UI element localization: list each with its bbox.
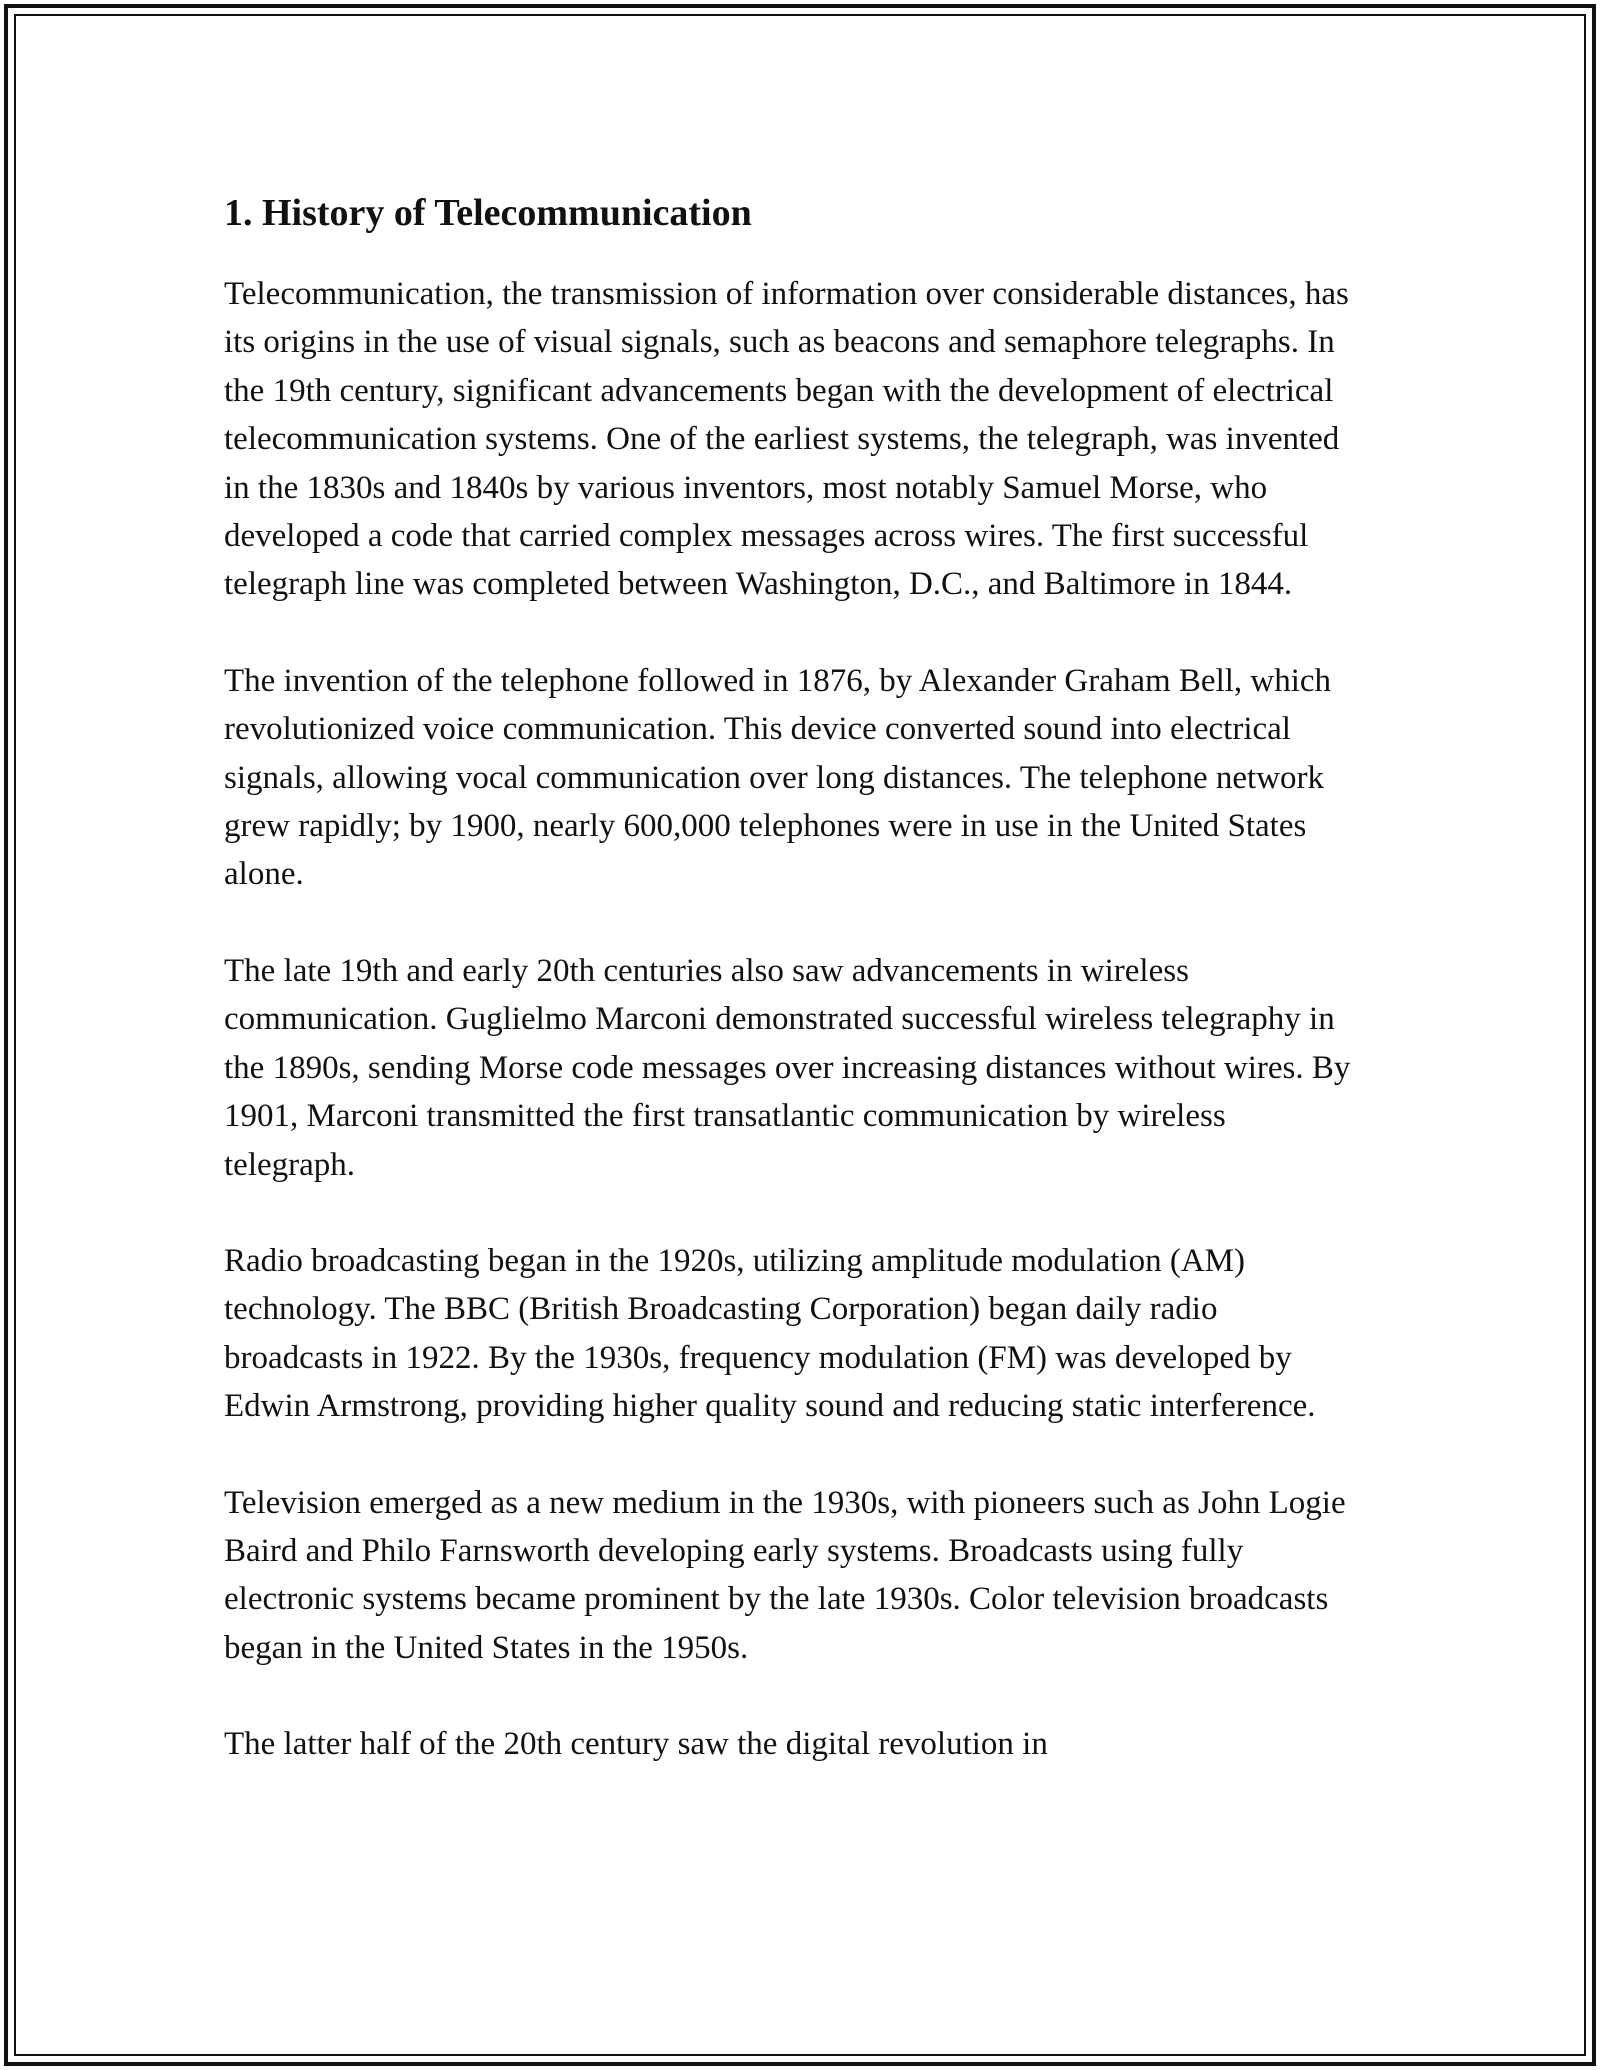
paragraph-telephone: The invention of the telephone followed in 1876, by Alexander Graham Bell, which revolutionized voice communication. This device converted sound into electrical signals, allowing vocal communication over long distances. The telephone network grew rapidly; by 1900, nearly 600,000 telephones were in use in the United States alone. — [224, 662, 1332, 893]
document-body — [224, 180, 1354, 1817]
paragraph-digital: The latter half of the 20th century saw the digital revolution in — [224, 1726, 1048, 1763]
paragraph-television: Television emerged as a new medium in the 1930s, with pioneers such as John Logie Baird and Philo Farnsworth developing early systems. Broadcasts using fully electronic systems became prominent by the late 1930s. Color television broadcasts began in the United States in the 1950s. — [224, 1484, 1346, 1666]
section-heading: 1. History of Telecommunication — [224, 192, 752, 234]
paragraph-wireless: The late 19th and early 20th centuries also saw advancements in wireless communication. Guglielmo Marconi demonstrated successful wireless telegraphy in the 1890s, sending Morse code messages over increasing distances without wires. By 1901, Marconi transmitted the first transatlantic communication by wireless telegraph. — [224, 952, 1351, 1183]
paragraph-radio: Radio broadcasting began in the 1920s, utilizing amplitude modulation (AM) technology. The BBC (British Broadcasting Corporation) began daily radio broadcasts in 1922. By the 1930s, frequency modulation (FM) was developed by Edwin Armstrong, providing higher quality sound and reducing static interference. — [224, 1242, 1316, 1425]
paragraph-telegraph: Telecommunication, the transmission of information over considerable distances, has its origins in the use of visual signals, such as beacons and semaphore telegraphs. In the 19th century, significant advancements began with the development of electrical telecommunication systems. One of the earliest systems, the telegraph, was invented in the 1830s and 1840s by various inventors, most notably Samuel Morse, who developed a code that carried complex messages across wires. The first successful telegraph line was completed between Washington, D.C., and Baltimore in 1844. — [224, 276, 1349, 603]
